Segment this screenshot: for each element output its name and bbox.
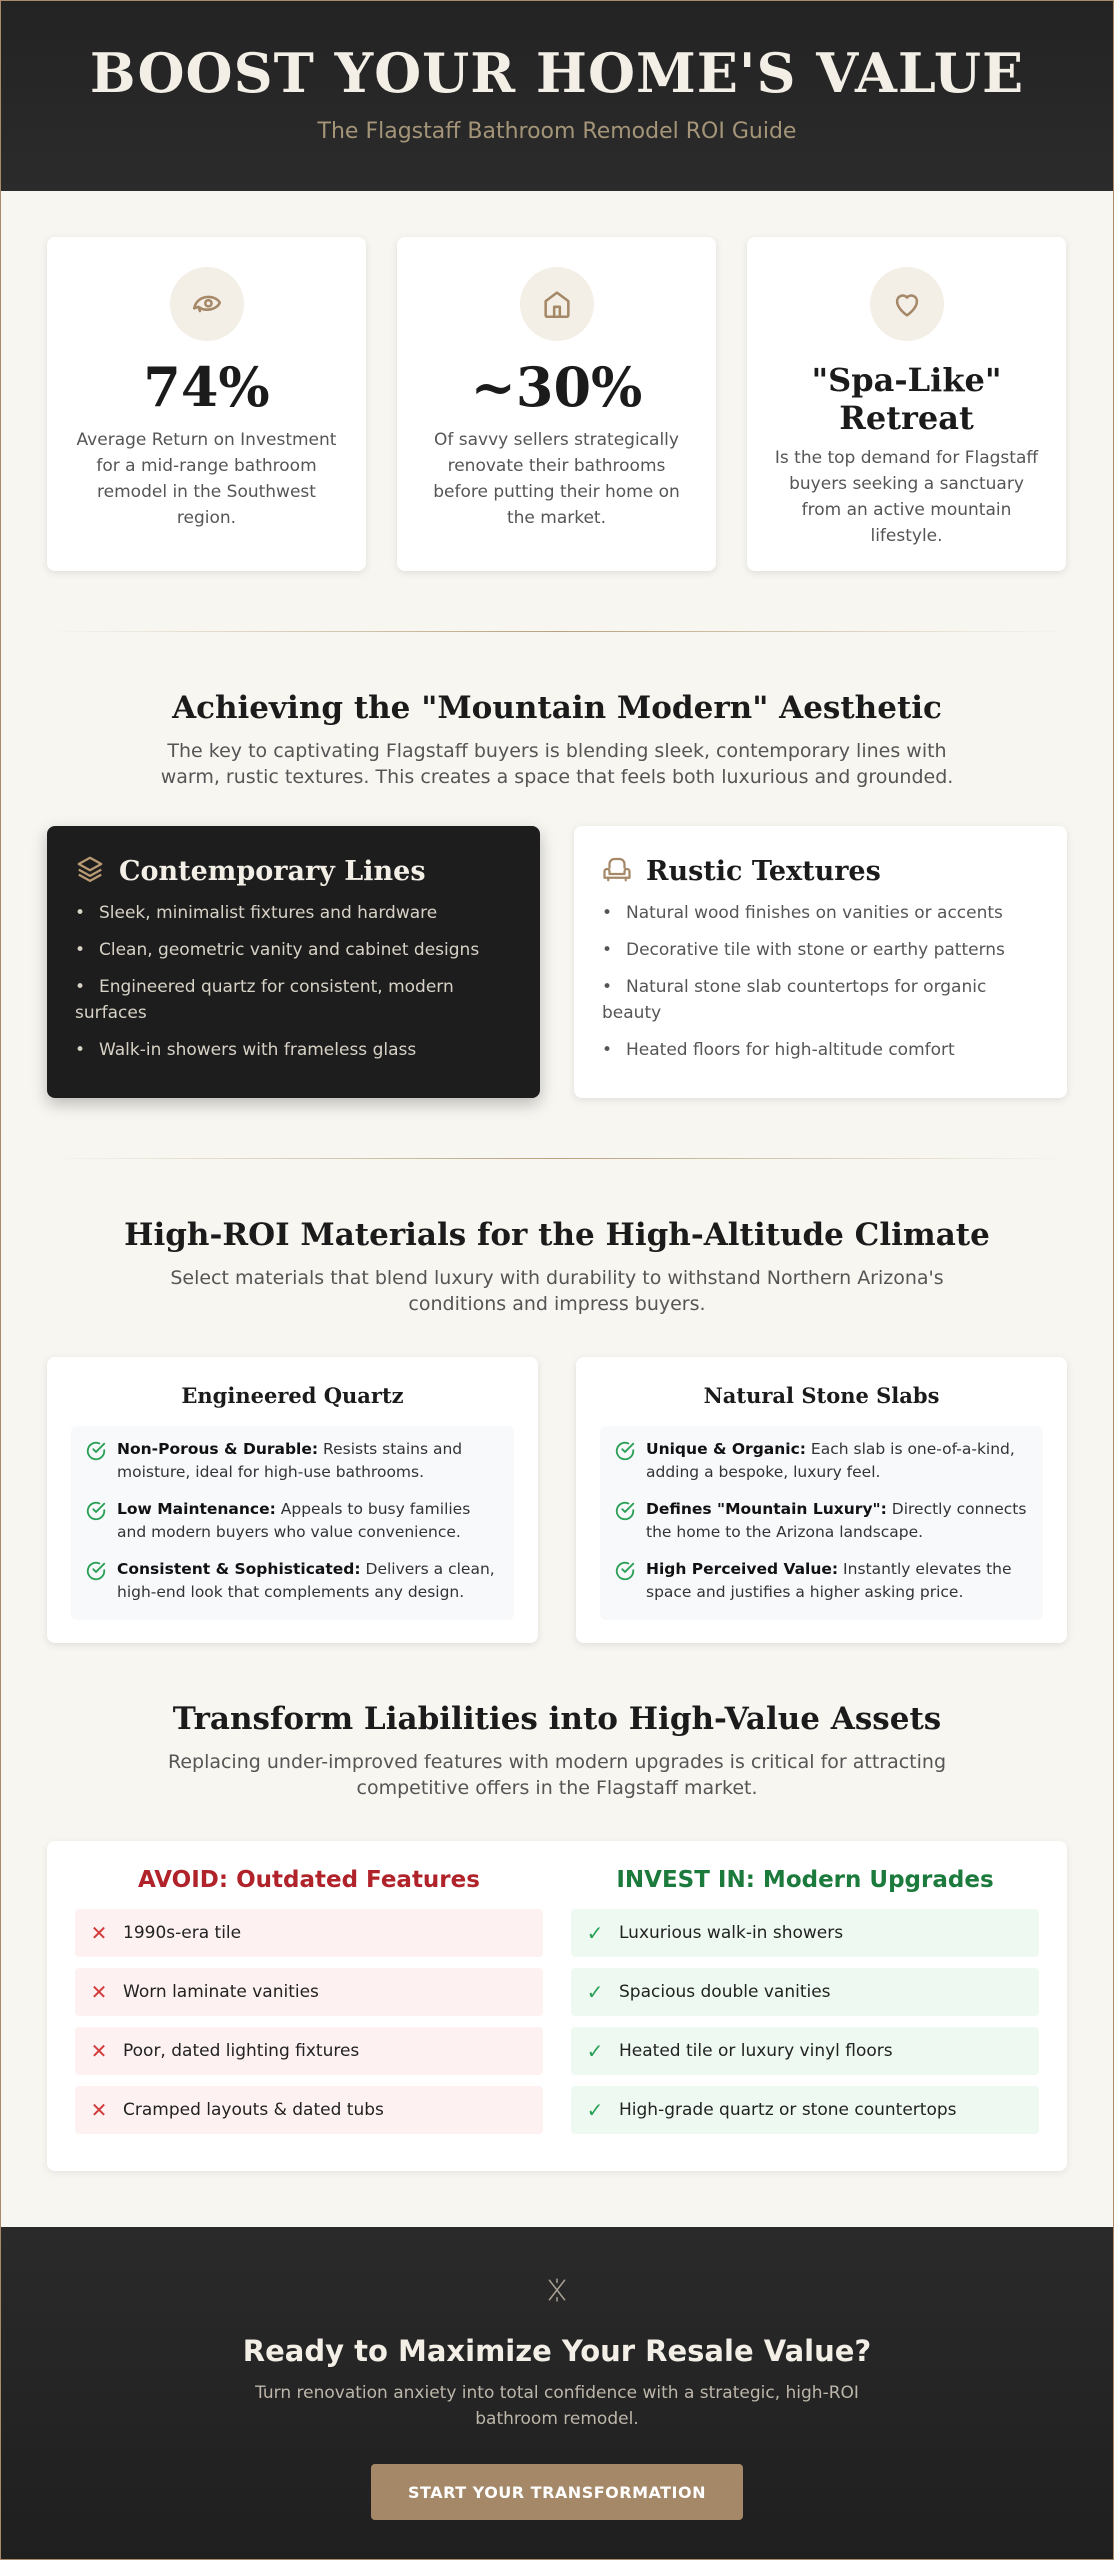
list-item: ✕ 1990s-era tile (75, 1909, 543, 1957)
list-item: ✓ High-grade quartz or stone countertops (571, 2086, 1039, 2134)
aesthetic-section (1, 690, 1113, 1098)
list-item: ✓ Heated tile or luxury vinyl floors (571, 2027, 1039, 2075)
list-item: High Perceived Value: Instantly elevates the space and justifies a higher asking price. (614, 1558, 1029, 1604)
list-item: ✓ Luxurious walk-in showers (571, 1909, 1039, 1957)
heart-icon (870, 267, 944, 341)
list-item: • Walk-in showers with frameless glass (75, 1040, 417, 1060)
stat-card-sellers (397, 237, 716, 571)
list-item: • Clean, geometric vanity and cabinet designs (75, 940, 480, 960)
x-icon: ✕ (90, 1921, 108, 1945)
section-divider (47, 1158, 1067, 1159)
armchair-icon (602, 854, 632, 888)
cta-text: Turn renovation anxiety into total confidence with a strategic, high-ROI bathroom remodel. (255, 2383, 859, 2429)
list-item: Defines "Mountain Luxury": Directly connects the home to the Arizona landscape. (614, 1498, 1029, 1544)
stat-description: Average Return on Investment for a mid-range bathroom remodel in the Southwest region. (76, 430, 337, 528)
check-icon: ✓ (586, 1980, 604, 2004)
list-item: • Sleek, minimalist fixtures and hardware (75, 903, 438, 923)
card-title: Contemporary Lines (119, 855, 426, 887)
x-icon: ✕ (90, 1980, 108, 2004)
check-circle-icon (85, 1440, 107, 1462)
check-circle-icon (614, 1500, 636, 1522)
natural-stone-card (576, 1357, 1067, 1643)
hero-subtitle: The Flagstaff Bathroom Remodel ROI Guide (317, 119, 797, 144)
x-icon: ✕ (90, 2098, 108, 2122)
section-title: Achieving the "Mountain Modern" Aesthetic (172, 690, 942, 726)
x-icon: ✕ (90, 2039, 108, 2063)
stat-value: "Spa-Like" Retreat (811, 361, 1002, 437)
list-item: • Heated floors for high-altitude comfort (602, 1040, 955, 1060)
comparison-card (47, 1841, 1067, 2171)
section-intro: The key to captivating Flagstaff buyers is blending sleek, contemporary lines with warm, rustic textures. This creates a space that feels both luxurious and grounded. (160, 740, 954, 788)
section-divider (47, 631, 1067, 632)
check-circle-icon (614, 1560, 636, 1582)
layers-icon (75, 854, 105, 888)
feature-list (75, 900, 512, 1063)
check-circle-icon (85, 1500, 107, 1522)
list-item: ✕ Cramped layouts & dated tubs (75, 2086, 543, 2134)
check-circle-icon (614, 1440, 636, 1462)
money-eye-icon (170, 267, 244, 341)
hero-header (1, 1, 1113, 191)
check-icon: ✓ (586, 2098, 604, 2122)
hero-title: BOOST YOUR HOME'S VALUE (89, 41, 1025, 105)
rustic-textures-card (574, 826, 1067, 1098)
cta-title: Ready to Maximize Your Resale Value? (242, 2334, 872, 2368)
list-item: Low Maintenance: Appeals to busy families and modern buyers who value convenience. (85, 1498, 500, 1544)
stat-card-spa (747, 237, 1066, 571)
contemporary-lines-card (47, 826, 540, 1098)
section-title: Transform Liabilities into High-Value Assets (172, 1701, 942, 1737)
list-item: • Decorative tile with stone or earthy patterns (602, 940, 1005, 960)
card-title: Rustic Textures (646, 855, 881, 887)
card-title: Engineered Quartz (181, 1383, 404, 1408)
check-icon: ✓ (586, 1921, 604, 1945)
list-item: ✕ Worn laminate vanities (75, 1968, 543, 2016)
feature-list (602, 900, 1039, 1063)
stat-description: Is the top demand for Flagstaff buyers seeking a sanctuary from an active mountain lifestyle. (774, 448, 1039, 546)
avoid-column (75, 1867, 543, 2171)
home-icon (520, 267, 594, 341)
invest-column (571, 1867, 1039, 2171)
column-title: INVEST IN: Modern Upgrades (616, 1867, 994, 1893)
stat-description: Of savvy sellers strategically renovate their bathrooms before putting their home on the market. (433, 430, 680, 528)
list-item: • Engineered quartz for consistent, modern surfaces (75, 977, 454, 1023)
materials-section (1, 1217, 1113, 1643)
section-title: High-ROI Materials for the High-Altitude Climate (124, 1217, 990, 1253)
list-item: Unique & Organic: Each slab is one-of-a-kind, adding a bespoke, luxury feel. (614, 1438, 1029, 1484)
stat-value: ~30% (470, 355, 643, 419)
transform-section (1, 1701, 1113, 2171)
section-intro: Replacing under-improved features with modern upgrades is critical for attracting competitive offers in the Flagstaff market. (167, 1751, 947, 1799)
column-title: AVOID: Outdated Features (138, 1867, 480, 1893)
page (1, 1, 1113, 2559)
stat-card-roi (47, 237, 366, 571)
start-transformation-button[interactable]: START YOUR TRANSFORMATION (371, 2464, 743, 2520)
sparkle-icon (1, 2277, 1113, 2310)
list-item: • Natural stone slab countertops for organic beauty (602, 977, 987, 1023)
section-intro: Select materials that blend luxury with durability to withstand Northern Arizona's conditions and impress buyers. (170, 1267, 944, 1315)
list-item: Non-Porous & Durable: Resists stains and moisture, ideal for high-use bathrooms. (85, 1438, 500, 1484)
list-item: ✕ Poor, dated lighting fixtures (75, 2027, 543, 2075)
cta-footer (1, 2227, 1113, 2559)
engineered-quartz-card (47, 1357, 538, 1643)
check-circle-icon (85, 1560, 107, 1582)
check-icon: ✓ (586, 2039, 604, 2063)
card-title: Natural Stone Slabs (703, 1383, 940, 1408)
stats-section (1, 237, 1113, 571)
list-item: ✓ Spacious double vanities (571, 1968, 1039, 2016)
list-item: • Natural wood finishes on vanities or accents (602, 903, 1003, 923)
stat-value: 74% (143, 355, 270, 419)
list-item: Consistent & Sophisticated: Delivers a clean, high-end look that complements any design. (85, 1558, 500, 1604)
